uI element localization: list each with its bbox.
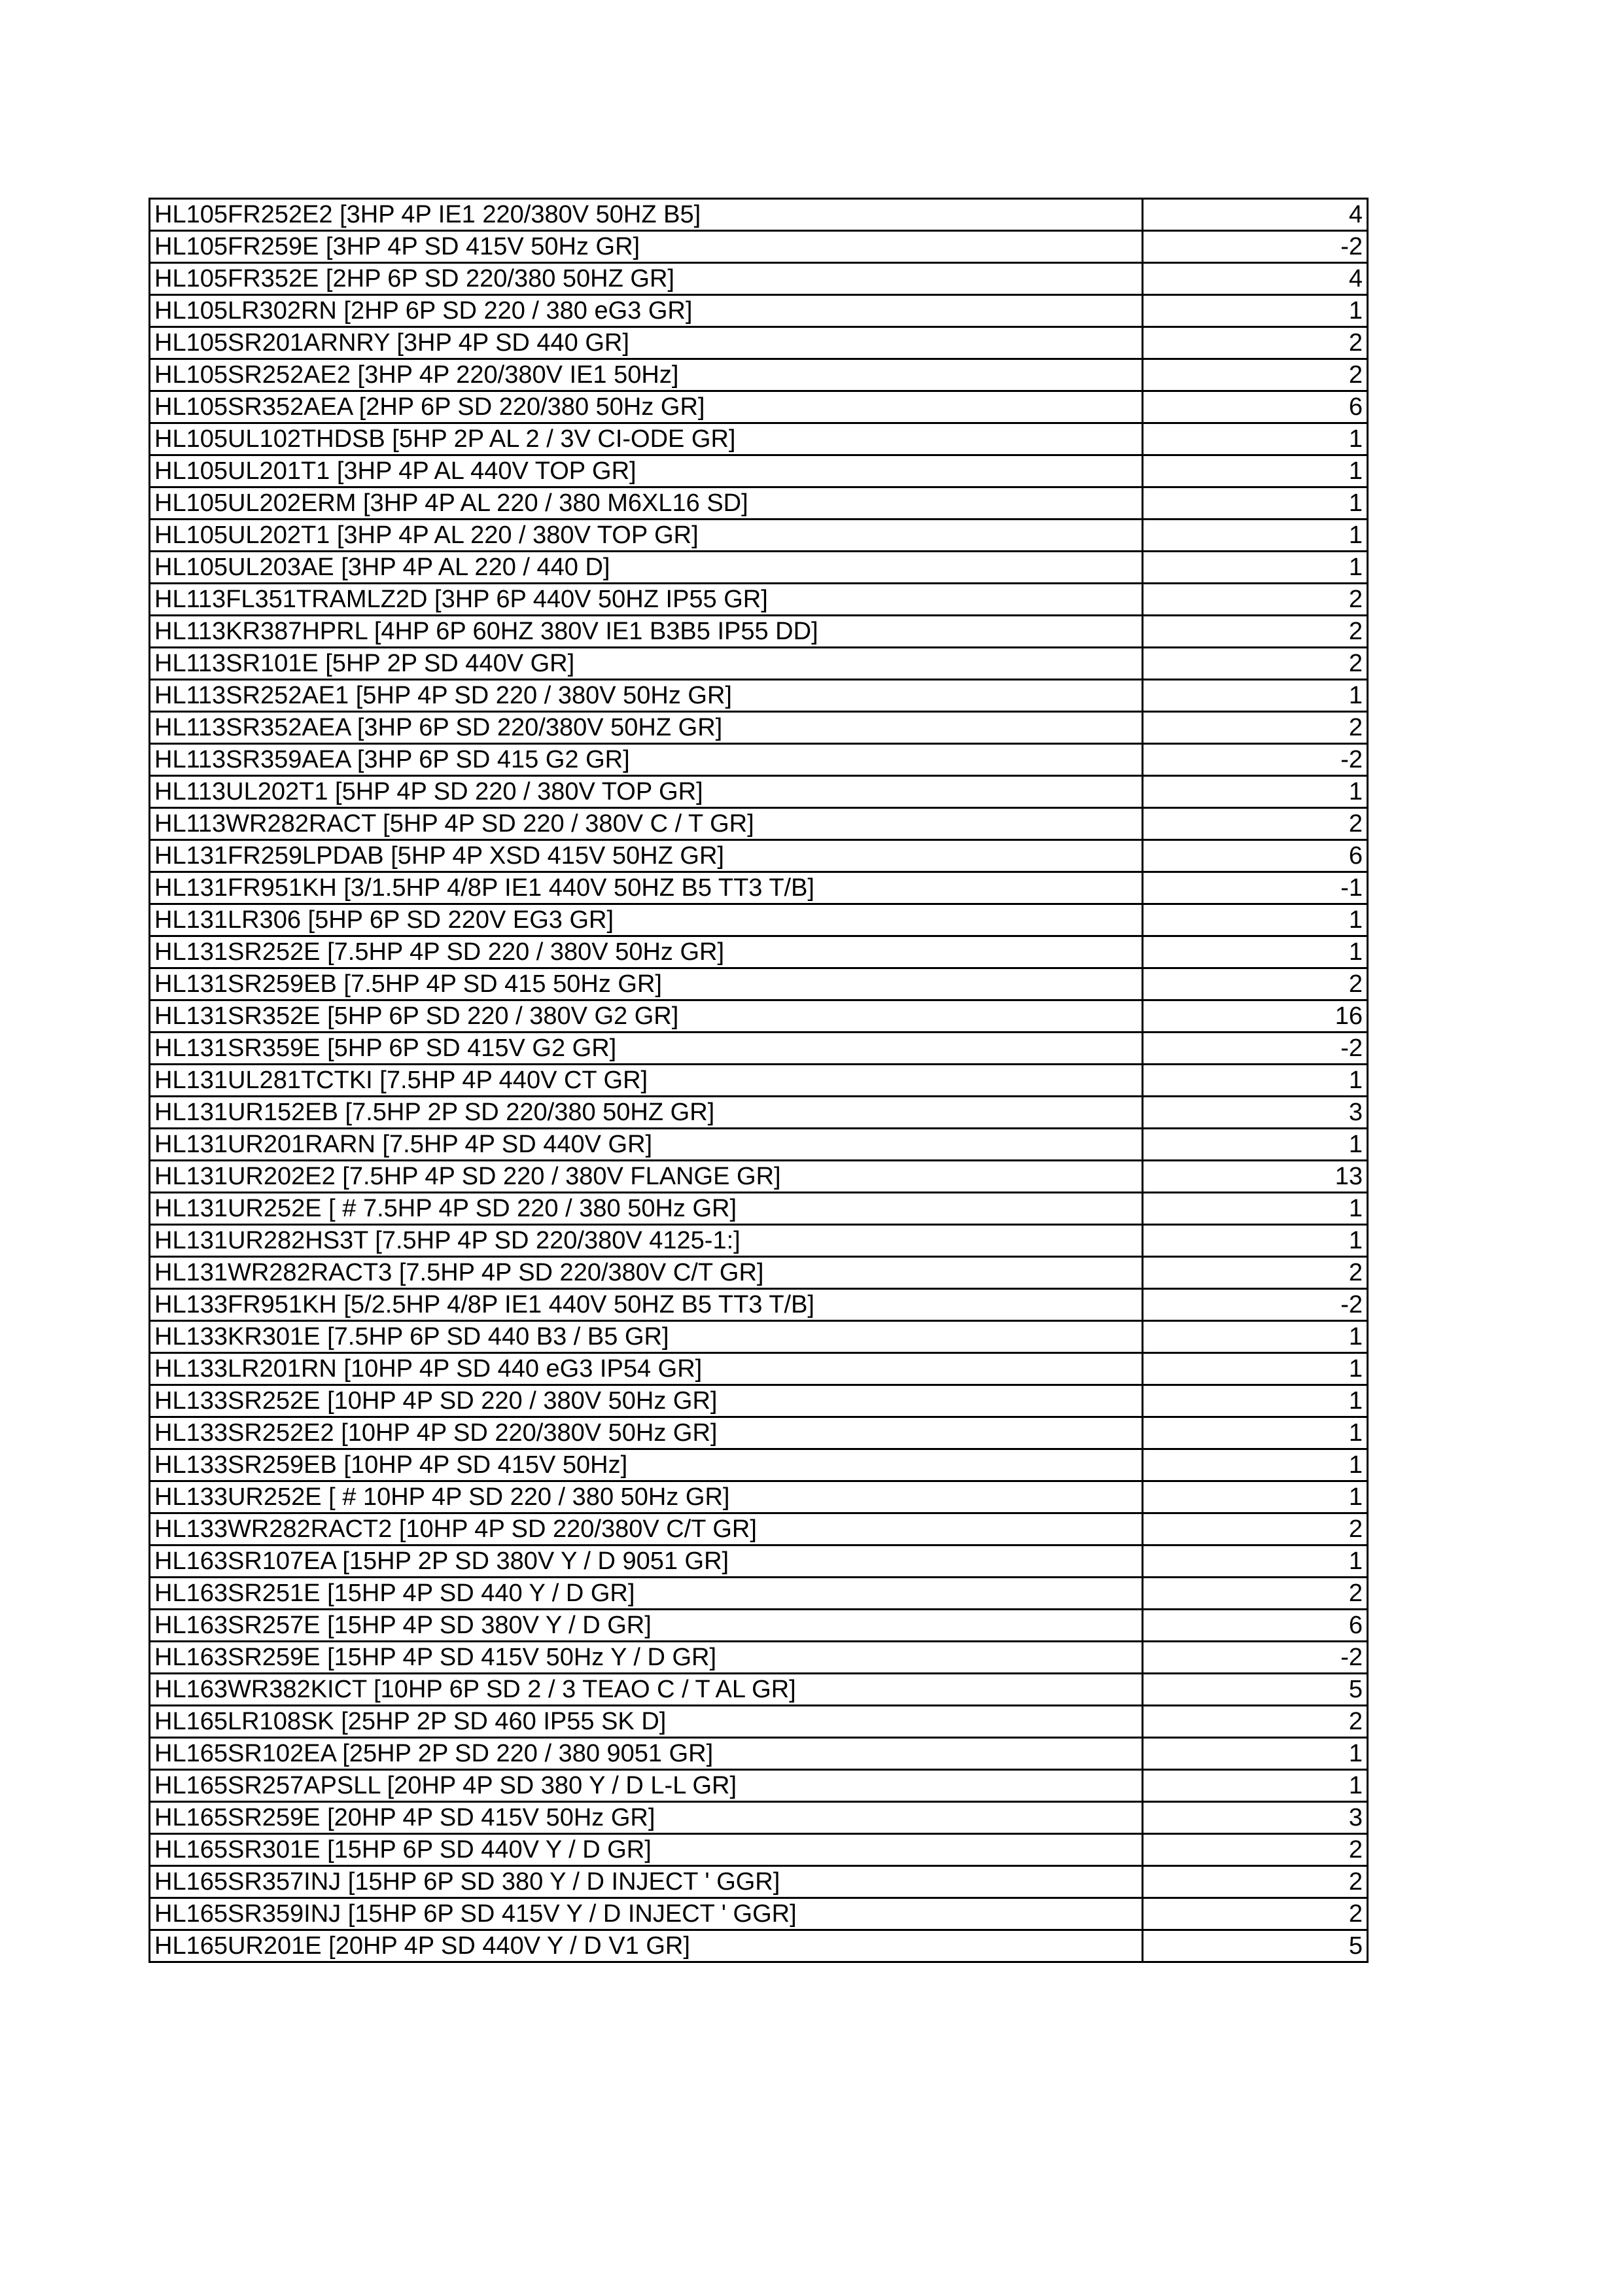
quantity-cell: -1 [1143, 872, 1368, 904]
table-row [150, 1225, 1368, 1257]
quantity-cell: 4 [1143, 263, 1368, 295]
quantity-cell: 1 [1143, 1481, 1368, 1513]
item-description-cell: HL105FR352E [2HP 6P SD 220/380 50HZ GR] [150, 263, 1143, 295]
quantity-cell: -2 [1143, 231, 1368, 263]
item-description-cell: HL163SR259E [15HP 4P SD 415V 50Hz Y / D GR] [150, 1642, 1143, 1674]
quantity-cell: 5 [1143, 1674, 1368, 1706]
quantity-cell: 1 [1143, 487, 1368, 520]
quantity-cell: 2 [1143, 1834, 1368, 1866]
item-description-cell: HL113KR387HPRL [4HP 6P 60HZ 380V IE1 B3B5 IP55 DD] [150, 616, 1143, 648]
table-row [150, 648, 1368, 680]
table-row [150, 1321, 1368, 1353]
quantity-cell: 1 [1143, 455, 1368, 487]
table-row [150, 872, 1368, 904]
table-row [150, 808, 1368, 840]
quantity-cell: 2 [1143, 327, 1368, 359]
quantity-cell: 1 [1143, 1770, 1368, 1802]
table-row [150, 391, 1368, 423]
quantity-cell: 1 [1143, 552, 1368, 584]
item-description-cell: HL131WR282RACT3 [7.5HP 4P SD 220/380V C/T GR] [150, 1257, 1143, 1289]
table-row [150, 1930, 1368, 1962]
table-row [150, 616, 1368, 648]
quantity-cell: 1 [1143, 1385, 1368, 1417]
quantity-cell: 2 [1143, 616, 1368, 648]
table-row [150, 1193, 1368, 1225]
quantity-cell: 2 [1143, 808, 1368, 840]
item-description-cell: HL131SR359E [5HP 6P SD 415V G2 GR] [150, 1033, 1143, 1065]
table-row [150, 1449, 1368, 1481]
quantity-cell: 2 [1143, 1578, 1368, 1610]
item-description-cell: HL131FR259LPDAB [5HP 4P XSD 415V 50HZ GR] [150, 840, 1143, 872]
table-row [150, 1161, 1368, 1193]
item-description-cell: HL133SR259EB [10HP 4P SD 415V 50Hz] [150, 1449, 1143, 1481]
quantity-cell: 2 [1143, 584, 1368, 616]
quantity-cell: 2 [1143, 712, 1368, 744]
table-row [150, 423, 1368, 455]
table-row [150, 1770, 1368, 1802]
item-description-cell: HL133WR282RACT2 [10HP 4P SD 220/380V C/T GR] [150, 1513, 1143, 1545]
item-description-cell: HL131UR252E [ # 7.5HP 4P SD 220 / 380 50Hz GR] [150, 1193, 1143, 1225]
table-row [150, 231, 1368, 263]
table-row [150, 295, 1368, 327]
table-row [150, 1610, 1368, 1642]
item-description-cell: HL165LR108SK [25HP 2P SD 460 IP55 SK D] [150, 1706, 1143, 1738]
item-description-cell: HL113FL351TRAMLZ2D [3HP 6P 440V 50HZ IP55 GR] [150, 584, 1143, 616]
item-description-cell: HL131FR951KH [3/1.5HP 4/8P IE1 440V 50HZ B5 TT3 T/B] [150, 872, 1143, 904]
quantity-cell: 1 [1143, 904, 1368, 936]
item-description-cell: HL105UL202ERM [3HP 4P AL 220 / 380 M6XL16 SD] [150, 487, 1143, 520]
table-row [150, 1706, 1368, 1738]
inventory-table [148, 198, 1369, 1963]
table-row [150, 1578, 1368, 1610]
table-row [150, 1065, 1368, 1097]
item-description-cell: HL133SR252E2 [10HP 4P SD 220/380V 50Hz GR] [150, 1417, 1143, 1449]
table-row [150, 776, 1368, 808]
item-description-cell: HL131LR306 [5HP 6P SD 220V EG3 GR] [150, 904, 1143, 936]
table-row [150, 1129, 1368, 1161]
table-row [150, 1097, 1368, 1129]
table-row [150, 1674, 1368, 1706]
item-description-cell: HL105UL202T1 [3HP 4P AL 220 / 380V TOP GR] [150, 520, 1143, 552]
table-row [150, 359, 1368, 391]
item-description-cell: HL165SR357INJ [15HP 6P SD 380 Y / D INJECT ' GGR] [150, 1866, 1143, 1898]
item-description-cell: HL131SR252E [7.5HP 4P SD 220 / 380V 50Hz GR] [150, 936, 1143, 968]
table-row [150, 263, 1368, 295]
table-row [150, 1353, 1368, 1385]
table-row [150, 904, 1368, 936]
table-row [150, 1481, 1368, 1513]
table-row [150, 1033, 1368, 1065]
table-row [150, 712, 1368, 744]
quantity-cell: 1 [1143, 776, 1368, 808]
quantity-cell: -2 [1143, 1289, 1368, 1321]
quantity-cell: 2 [1143, 359, 1368, 391]
item-description-cell: HL131UR202E2 [7.5HP 4P SD 220 / 380V FLANGE GR] [150, 1161, 1143, 1193]
item-description-cell: HL113SR101E [5HP 2P SD 440V GR] [150, 648, 1143, 680]
quantity-cell: 6 [1143, 840, 1368, 872]
item-description-cell: HL105UL102THDSB [5HP 2P AL 2 / 3V CI-ODE GR] [150, 423, 1143, 455]
quantity-cell: 1 [1143, 1449, 1368, 1481]
table-row [150, 584, 1368, 616]
item-description-cell: HL163SR107EA [15HP 2P SD 380V Y / D 9051 GR] [150, 1545, 1143, 1578]
item-description-cell: HL133UR252E [ # 10HP 4P SD 220 / 380 50Hz GR] [150, 1481, 1143, 1513]
table-row [150, 552, 1368, 584]
quantity-cell: 3 [1143, 1802, 1368, 1834]
item-description-cell: HL105UL203AE [3HP 4P AL 220 / 440 D] [150, 552, 1143, 584]
item-description-cell: HL105UL201T1 [3HP 4P AL 440V TOP GR] [150, 455, 1143, 487]
table-row [150, 744, 1368, 776]
quantity-cell: 1 [1143, 1193, 1368, 1225]
quantity-cell: 1 [1143, 1417, 1368, 1449]
quantity-cell: 16 [1143, 1000, 1368, 1033]
item-description-cell: HL113SR352AEA [3HP 6P SD 220/380V 50HZ GR] [150, 712, 1143, 744]
item-description-cell: HL165SR102EA [25HP 2P SD 220 / 380 9051 GR] [150, 1738, 1143, 1770]
item-description-cell: HL165SR359INJ [15HP 6P SD 415V Y / D INJECT ' GGR] [150, 1898, 1143, 1930]
item-description-cell: HL113SR252AE1 [5HP 4P SD 220 / 380V 50Hz GR] [150, 680, 1143, 712]
quantity-cell: 2 [1143, 1257, 1368, 1289]
item-description-cell: HL113UL202T1 [5HP 4P SD 220 / 380V TOP GR] [150, 776, 1143, 808]
item-description-cell: HL105SR201ARNRY [3HP 4P SD 440 GR] [150, 327, 1143, 359]
item-description-cell: HL105FR252E2 [3HP 4P IE1 220/380V 50HZ B5] [150, 199, 1143, 231]
item-description-cell: HL163SR257E [15HP 4P SD 380V Y / D GR] [150, 1610, 1143, 1642]
item-description-cell: HL105SR352AEA [2HP 6P SD 220/380 50Hz GR] [150, 391, 1143, 423]
item-description-cell: HL133LR201RN [10HP 4P SD 440 eG3 IP54 GR] [150, 1353, 1143, 1385]
table-row [150, 680, 1368, 712]
item-description-cell: HL105LR302RN [2HP 6P SD 220 / 380 eG3 GR] [150, 295, 1143, 327]
quantity-cell: 6 [1143, 1610, 1368, 1642]
quantity-cell: 6 [1143, 391, 1368, 423]
item-description-cell: HL113WR282RACT [5HP 4P SD 220 / 380V C / T GR] [150, 808, 1143, 840]
quantity-cell: 5 [1143, 1930, 1368, 1962]
item-description-cell: HL131SR259EB [7.5HP 4P SD 415 50Hz GR] [150, 968, 1143, 1000]
quantity-cell: 2 [1143, 968, 1368, 1000]
item-description-cell: HL133FR951KH [5/2.5HP 4/8P IE1 440V 50HZ B5 TT3 T/B] [150, 1289, 1143, 1321]
table-row [150, 327, 1368, 359]
item-description-cell: HL165UR201E [20HP 4P SD 440V Y / D V1 GR] [150, 1930, 1143, 1962]
table-row [150, 1513, 1368, 1545]
table-row [150, 1642, 1368, 1674]
quantity-cell: -2 [1143, 1033, 1368, 1065]
quantity-cell: -2 [1143, 744, 1368, 776]
table-row [150, 1545, 1368, 1578]
quantity-cell: 1 [1143, 423, 1368, 455]
quantity-cell: 3 [1143, 1097, 1368, 1129]
quantity-cell: 2 [1143, 1866, 1368, 1898]
quantity-cell: 13 [1143, 1161, 1368, 1193]
table-row [150, 1738, 1368, 1770]
quantity-cell: 1 [1143, 936, 1368, 968]
quantity-cell: 2 [1143, 1513, 1368, 1545]
table-row [150, 1898, 1368, 1930]
item-description-cell: HL133SR252E [10HP 4P SD 220 / 380V 50Hz GR] [150, 1385, 1143, 1417]
item-description-cell: HL163SR251E [15HP 4P SD 440 Y / D GR] [150, 1578, 1143, 1610]
item-description-cell: HL131UL281TCTKI [7.5HP 4P 440V CT GR] [150, 1065, 1143, 1097]
quantity-cell: 1 [1143, 1545, 1368, 1578]
item-description-cell: HL165SR257APSLL [20HP 4P SD 380 Y / D L-L GR] [150, 1770, 1143, 1802]
table-row [150, 1257, 1368, 1289]
quantity-cell: 1 [1143, 1225, 1368, 1257]
table-row [150, 1417, 1368, 1449]
quantity-cell: 1 [1143, 520, 1368, 552]
item-description-cell: HL131SR352E [5HP 6P SD 220 / 380V G2 GR] [150, 1000, 1143, 1033]
quantity-cell: 1 [1143, 1065, 1368, 1097]
item-description-cell: HL133KR301E [7.5HP 6P SD 440 B3 / B5 GR] [150, 1321, 1143, 1353]
item-description-cell: HL163WR382KICT [10HP 6P SD 2 / 3 TEAO C / T AL GR] [150, 1674, 1143, 1706]
item-description-cell: HL105SR252AE2 [3HP 4P 220/380V IE1 50Hz] [150, 359, 1143, 391]
table-row [150, 1289, 1368, 1321]
table-row [150, 487, 1368, 520]
quantity-cell: 2 [1143, 1706, 1368, 1738]
item-description-cell: HL105FR259E [3HP 4P SD 415V 50Hz GR] [150, 231, 1143, 263]
quantity-cell: 2 [1143, 648, 1368, 680]
table-row [150, 1834, 1368, 1866]
table-row [150, 1866, 1368, 1898]
item-description-cell: HL131UR282HS3T [7.5HP 4P SD 220/380V 4125-1:] [150, 1225, 1143, 1257]
inventory-table-body [150, 199, 1368, 1962]
quantity-cell: 1 [1143, 1738, 1368, 1770]
table-row [150, 455, 1368, 487]
quantity-cell: 1 [1143, 1353, 1368, 1385]
item-description-cell: HL165SR301E [15HP 6P SD 440V Y / D GR] [150, 1834, 1143, 1866]
table-row [150, 968, 1368, 1000]
quantity-cell: -2 [1143, 1642, 1368, 1674]
table-row [150, 1000, 1368, 1033]
table-row [150, 936, 1368, 968]
item-description-cell: HL131UR152EB [7.5HP 2P SD 220/380 50HZ GR] [150, 1097, 1143, 1129]
item-description-cell: HL165SR259E [20HP 4P SD 415V 50Hz GR] [150, 1802, 1143, 1834]
table-row [150, 520, 1368, 552]
item-description-cell: HL113SR359AEA [3HP 6P SD 415 G2 GR] [150, 744, 1143, 776]
quantity-cell: 1 [1143, 1129, 1368, 1161]
quantity-cell: 4 [1143, 199, 1368, 231]
quantity-cell: 1 [1143, 295, 1368, 327]
table-row [150, 199, 1368, 231]
table-row [150, 1802, 1368, 1834]
quantity-cell: 1 [1143, 680, 1368, 712]
table-row [150, 840, 1368, 872]
item-description-cell: HL131UR201RARN [7.5HP 4P SD 440V GR] [150, 1129, 1143, 1161]
quantity-cell: 2 [1143, 1898, 1368, 1930]
table-row [150, 1385, 1368, 1417]
quantity-cell: 1 [1143, 1321, 1368, 1353]
